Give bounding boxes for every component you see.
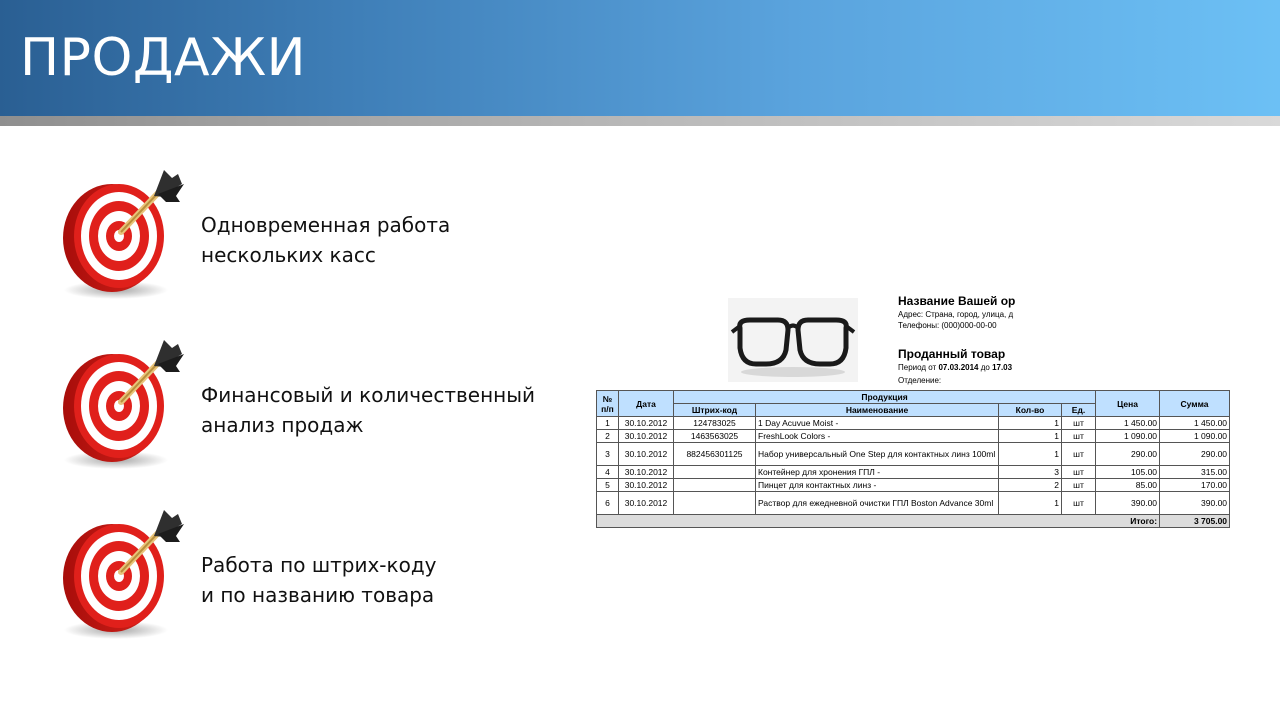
col-header-price: Цена (1096, 391, 1160, 417)
period-mid: до (978, 363, 993, 372)
report-department: Отделение: (898, 376, 942, 385)
report-title: Проданный товар (898, 347, 1006, 361)
table-row (597, 466, 1230, 479)
row-price: 1 090.00 (1096, 430, 1160, 443)
row-unit: шт (1062, 430, 1096, 443)
feature-barcode-search (54, 506, 574, 646)
table-row (597, 443, 1230, 466)
feature-line: нескольких касс (201, 243, 376, 267)
row-date: 30.10.2012 (619, 417, 674, 430)
feature-line: Одновременная работа (201, 213, 451, 237)
row-date: 30.10.2012 (619, 466, 674, 479)
table-row (597, 479, 1230, 492)
row-price: 290.00 (1096, 443, 1160, 466)
feature-line: Финансовый и количественный (201, 383, 536, 407)
col-header-product: Продукция (674, 391, 1096, 404)
table-row (597, 430, 1230, 443)
row-qty: 1 (999, 492, 1062, 515)
target-dart-icon (54, 336, 189, 476)
row-num: 1 (597, 417, 619, 430)
feature-line: и по названию товара (201, 583, 435, 607)
row-num: 6 (597, 492, 619, 515)
total-label: Итого: (597, 515, 1160, 528)
row-unit: шт (1062, 417, 1096, 430)
row-unit: шт (1062, 492, 1096, 515)
row-name: Контейнер для хронения ГПЛ - (756, 466, 999, 479)
row-qty: 1 (999, 417, 1062, 430)
row-qty: 1 (999, 443, 1062, 466)
eyeglasses-icon (728, 298, 858, 382)
row-date: 30.10.2012 (619, 492, 674, 515)
col-header-unit: Ед. (1062, 404, 1096, 417)
row-barcode (674, 466, 756, 479)
target-dart-icon (54, 166, 189, 306)
row-name: 1 Day Acuvue Moist - (756, 417, 999, 430)
row-price: 390.00 (1096, 492, 1160, 515)
table-row (597, 492, 1230, 515)
row-qty: 1 (999, 430, 1062, 443)
row-sum: 390.00 (1160, 492, 1230, 515)
row-sum: 290.00 (1160, 443, 1230, 466)
row-date: 30.10.2012 (619, 479, 674, 492)
row-barcode (674, 492, 756, 515)
row-barcode (674, 479, 756, 492)
total-value: 3 705.00 (1160, 515, 1230, 528)
row-date: 30.10.2012 (619, 443, 674, 466)
row-num: 3 (597, 443, 619, 466)
col-header-num: № п/п (597, 391, 619, 417)
row-date: 30.10.2012 (619, 430, 674, 443)
page-title: ПРОДАЖИ (20, 28, 306, 88)
row-num: 2 (597, 430, 619, 443)
period-to: 17.03 (992, 363, 1013, 372)
table-row (597, 417, 1230, 430)
feature-text (201, 210, 450, 270)
report-period (898, 362, 1016, 373)
sales-table (596, 390, 1230, 528)
feature-sales-analysis (54, 336, 574, 476)
row-sum: 1 090.00 (1160, 430, 1230, 443)
sales-report (596, 292, 1236, 542)
row-name: FreshLook Colors - (756, 430, 999, 443)
row-sum: 315.00 (1160, 466, 1230, 479)
row-qty: 3 (999, 466, 1062, 479)
col-header-sum: Сумма (1160, 391, 1230, 417)
row-price: 85.00 (1096, 479, 1160, 492)
col-header-date: Дата (619, 391, 674, 417)
feature-text (201, 380, 535, 440)
feature-multiple-registers (54, 166, 574, 306)
org-phones: Телефоны: (000)000-00-00 (898, 321, 997, 330)
eyeglasses-image (728, 298, 858, 382)
row-barcode: 1463563025 (674, 430, 756, 443)
row-unit: шт (1062, 466, 1096, 479)
row-price: 1 450.00 (1096, 417, 1160, 430)
col-header-name: Наименование (756, 404, 999, 417)
row-name: Раствор для ежедневной очистки ГПЛ Boston Advance 30ml (756, 492, 999, 515)
feature-line: анализ продаж (201, 413, 364, 437)
row-name: Набор универсальный One Step для контактных линз 100ml (756, 443, 999, 466)
row-unit: шт (1062, 479, 1096, 492)
feature-text (201, 550, 437, 610)
org-address: Адрес: Страна, город, улица, д (898, 310, 1014, 319)
row-unit: шт (1062, 443, 1096, 466)
col-header-qty: Кол-во (999, 404, 1062, 417)
row-num: 4 (597, 466, 619, 479)
org-name: Название Вашей ор (898, 294, 1016, 308)
period-prefix: Период от (898, 363, 939, 372)
row-sum: 1 450.00 (1160, 417, 1230, 430)
header-divider (0, 116, 1280, 126)
row-num: 5 (597, 479, 619, 492)
target-dart-icon (54, 506, 189, 646)
row-sum: 170.00 (1160, 479, 1230, 492)
row-barcode: 882456301125 (674, 443, 756, 466)
total-row (597, 515, 1230, 528)
row-qty: 2 (999, 479, 1062, 492)
row-barcode: 124783025 (674, 417, 756, 430)
period-from: 07.03.2014 (938, 363, 979, 372)
feature-line: Работа по штрих-коду (201, 553, 437, 577)
row-price: 105.00 (1096, 466, 1160, 479)
col-header-barcode: Штрих-код (674, 404, 756, 417)
row-name: Пинцет для контактных линз - (756, 479, 999, 492)
organization-info (898, 294, 1016, 386)
